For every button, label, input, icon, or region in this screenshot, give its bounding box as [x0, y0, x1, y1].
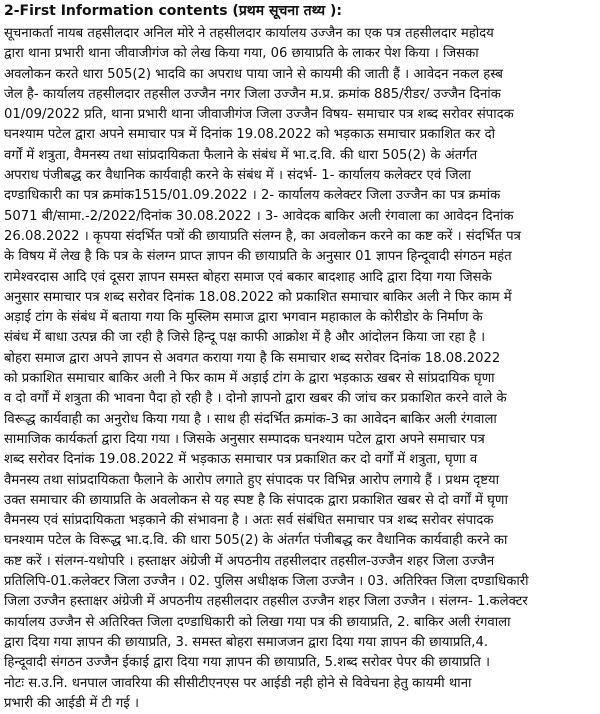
body-line: बोहरा समाज द्वारा अपने ज्ञापन से अवगत कराया गया है कि समाचार शब्द सरोवर दिनांक 18.08.2022 [4, 350, 501, 366]
body-line: अड़ाई टांग के संबंध में बताया गया कि मुस्लिम समाज द्वारा भगवान महाकाल के कोरीडोर के निर्माण के [4, 310, 483, 326]
body-line: व दो वर्गों में शत्रुता की भावना पैदा हो रही है । दोनो ज्ञापनो द्वारा खबर की जांच कर प्रकाशित करने वाले के [4, 391, 507, 407]
body-line: संबंध में बाधा उत्पन्न की जा रही है जिसे हिन्दू पक्ष काफी आक्रोश में है और आंदोलन किया जा रहा है । [4, 330, 486, 346]
body-line: वर्गों में शत्रुता, वैमनस्य तथा सांप्रदायिकता फैलाने के संबंध में भा.द.वि. की धारा 505(2) के अंतर्गत [4, 147, 478, 163]
body-line: जेल है- कार्यालय तहसीलदार तहसील उज्जैन नगर जिला उज्जैन म.प्र. क्रमांक 885/रीडर/ उज्जैन दिनांक [4, 86, 501, 102]
body-line: के विषय में लेख है कि पत्र के संलग्न प्राप्त ज्ञापन की छायाप्रति के अनुसार 01 ज्ञापन हिन्दूवादी संगठन महंत [4, 249, 512, 265]
body-line: हिन्दूवादी संगठन उज्जैन ईकाई द्वारा दिया गया ज्ञापन की छायाप्रति, 5.शब्द सरोवर पेपर की छायाप्रति । [4, 655, 491, 671]
body-line: दण्डाधिकारी का पत्र क्रमांक1515/01.09.2022 । 2- कार्यालय कलेक्टर जिला उज्जैन का पत्र क्रमांक [4, 188, 501, 204]
body-line: प्रतिलिपि-01.कलेक्टर जिला उज्जैन । 02. पुलिस अधीक्षक जिला उज्जैन । 03. अतिरिक्त जिला दण्डाधिकारी [4, 574, 529, 590]
body-line: वैमनस्य एवं सांप्रदायिकता भड़काने की संभावना है । अतः सर्व संबंधित समाचार पत्र शब्द सरोवर संपादक [4, 513, 494, 529]
body-line: 26.08.2022 । कृपया संदर्भित पत्रों की छायाप्रति संलग्न है, का अवलोकन करने का कष्ट करें । संदर्भित पत्र [4, 228, 521, 244]
body-line: अनुसार समाचार पत्र शब्द सरोवर दिनांक 18.08.2022 को प्रकाशित समाचार बाकिर अली ने फिर काम में [4, 289, 512, 305]
body-line: सूचनाकर्ता नायब तहसीलदार अनिल मोरे ने तहसीलदार कार्यालय उज्जैन का एक पत्र तहसीलदार महोदय [4, 26, 494, 41]
body-line: शब्द सरोवर दिनांक 19.08.2022 में भड़काऊ समाचार पत्र प्रकाशित कर दो वर्गों में शत्रुता, घृणा व [4, 452, 478, 468]
body-line: अवलोकन करते धारा 505(2) भादवि का अपराध पाया जाने से कायमी की जाती हैं । आवेदन नकल हस्ब [4, 66, 503, 82]
body-line: कष्ट करें । संलग्न-यथोपरि । हस्ताक्षर अंग्रेजी में अपठनीय तहसीलदार तहसील-उज्जैन शहर जिला उज्जैन [4, 553, 495, 569]
body-line: 5071 बी/सामा.-2/2022/दिनांक 30.08.2022 । 3- आवेदक बाकिर अली रंगवाला का आवेदन दिनांक [4, 208, 514, 224]
body-line: जिला उज्जैन हस्ताक्षर अंग्रेजी में अपठनीय तहसीलदार तहसील उज्जैन शहर जिला उज्जैन । संलग्न- 1.कलेक्टर [4, 594, 528, 610]
first-information-body [4, 24, 597, 714]
body-line: द्वारा दिया गया ज्ञापन की छायाप्रति, 3. समस्त बोहरा समाजजन द्वारा दिया गया ज्ञापन की छायाप्रति,4. [4, 634, 489, 650]
body-line: अपराध पंजीबद्ध कर वैधानिक कार्यवाही करने के संबंध में । संदर्भ- 1- कार्यालय कलेक्टर एवं जिला [4, 168, 471, 184]
body-line: वैमनस्य तथा सांप्रदायिकता फैलाने के आरोप लगाते हुए संपादक पर विभिन्न आरोप लगाये हैं । प्रथम दृष्टया [4, 472, 500, 488]
body-line: द्वारा थाना प्रभारी थाना जीवाजीगंज को लेख किया गया, 06 छायाप्रति के लाकर पेश किया । जिसका [4, 46, 479, 62]
body-line: घनश्याम पटेल के विरूद्ध भा.द.वि. की धारा 505(2) के अंतर्गत पंजीबद्ध कर वैधानिक कार्यवाही करने का [4, 533, 508, 549]
body-line: घनश्याम पटेल द्वारा अपने समाचार पत्र में दिनांक 19.08.2022 को भड़काऊ समाचार प्रकाशित कर दो [4, 127, 496, 143]
body-line: 01/09/2022 प्रति, थाना प्रभारी थाना जीवाजीगंज जिला उज्जैन विषय- समाचार पत्र शब्द सरोवर संपादक [4, 107, 514, 123]
first-information-page [0, 2, 600, 713]
body-line: को प्रकाशित समाचार बाकिर अली ने फिर काम में अड़ाई टांग के द्वारा भड़काऊ खबर से सांप्रदायिक घृणा [4, 371, 495, 387]
section-heading: 2-First Information contents (प्रथम सूचना तथ्य ): [4, 3, 342, 19]
body-line: सामाजिक कार्यकर्ता द्वारा दिया गया । जिसके अनुसार सम्पादक घनश्याम पटेल द्वारा अपने समाचार पत्र [4, 431, 485, 447]
body-line: प्रभारी की आईडी में टी गई । [4, 695, 139, 711]
body-line: विरूद्ध कार्यवाही का अनुरोध किया गया है । साथ ही संदर्भित क्रमांक-3 का आवेदन बाकिर अली रंगवाला [4, 411, 497, 427]
body-line: रामेश्वरदास आदि एवं दूसरा ज्ञापन समस्त बोहरा समाज एवं बकार बादशाह आदि द्वारा दिया गया जिसके [4, 269, 492, 285]
body-line: कार्यालय उज्जैन से अतिरिक्त जिला दण्डाधिकारी को लिखा गया पत्र की छायाप्रति, 2. बाकिर अली रंगवाला [4, 614, 511, 630]
body-line: उक्त समाचार की छायाप्रति के अवलोकन से यह स्पष्ट है कि संपादक द्वारा प्रकाशित खबर से दो वर्गों में घृणा [4, 492, 508, 508]
body-line: नोटः स.उ.नि. धनपाल जावरिया की सीसीटीएनएस पर आईडी नही होने से विवेचना हेतु कायमी थाना [4, 675, 472, 691]
